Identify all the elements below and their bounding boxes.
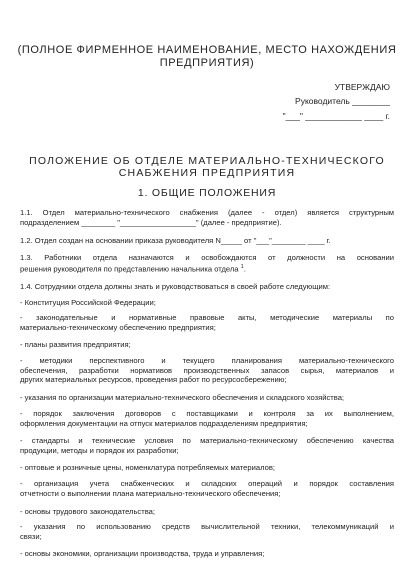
paragraph-1-3: [20, 253, 394, 274]
paragraph-line: других материальных ресурсов, проведения работ по ресурсосбережению;: [20, 375, 287, 385]
paragraph-line: продукции, методы и порядок их разработки;: [20, 445, 179, 455]
list-item-development-plans: - планы развития предприятия;: [20, 340, 131, 349]
document-title-line1: ПОЛОЖЕНИЕ ОБ ОТДЕЛЕ МАТЕРИАЛЬНО-ТЕХНИЧЕСКОГО: [29, 155, 385, 167]
paragraph-line: - порядок заключения договоров с поставщиками и контроля за их выполнением,: [20, 409, 394, 418]
paragraph-line: - законодательные и нормативные правовые акты, методические материалы по: [20, 313, 394, 322]
paragraph-text: решения руководителя по представлению начальника отдела: [20, 264, 239, 274]
paragraph-line: - методики перспективного и текущего планирования материально-технического: [20, 356, 394, 365]
list-item-accounting: [20, 479, 394, 498]
paragraph-line: - стандарты и технические условия по материально-техническому обеспечению качества: [20, 436, 394, 445]
paragraph-line: - организация учета снабженческих и складских операций и порядок составления: [20, 479, 394, 488]
company-name-placeholder-line1: (ПОЛНОЕ ФИРМЕННОЕ НАИМЕНОВАНИЕ, МЕСТО НАХОЖДЕНИЯ: [17, 44, 397, 56]
list-item-contracts: [20, 409, 394, 428]
paragraph-1-4: 1.4. Сотрудники отдела должны знать и руководствоваться в своей работе следующим:: [20, 282, 331, 291]
section-heading-general: 1. ОБЩИЕ ПОЛОЖЕНИЯ: [137, 187, 277, 199]
paragraph-line: 1.3. Работники отдела назначаются и освобождаются от должности на основании: [20, 253, 394, 262]
paragraph-line: обеспечения, разработки нормативов производственных запасов сырья, материалов и: [20, 365, 394, 375]
paragraph-line: отчетности о выполнении плана материально-технического обеспечения;: [20, 488, 281, 498]
approval-head-signature: Руководитель ________: [295, 96, 390, 106]
list-item-legislation: [20, 313, 394, 332]
paragraph-line: подразделением ________ "__________________" (далее - предприятие).: [20, 217, 282, 227]
paragraph-1-2: 1.2. Отдел создан на основании приказа руководителя N_____ от "___"________ ____ г.: [20, 236, 331, 245]
approval-date: "___" ____________ ____ г.: [282, 111, 390, 121]
paragraph-line: связи;: [20, 531, 42, 541]
company-name-placeholder-line2: ПРЕДПРИЯТИЯ): [159, 57, 255, 69]
paragraph-end: .: [243, 264, 246, 274]
list-item-supply-instructions: - указания по организации материально-технического обеспечения и складского хозяйства;: [20, 393, 345, 402]
list-item-constitution: - Конституция Российской Федерации;: [20, 298, 156, 307]
list-item-computing: [20, 522, 394, 541]
list-item-standards: [20, 436, 394, 455]
list-item-planning-methods: [20, 356, 394, 385]
footnote-marker: 1: [240, 263, 244, 270]
list-item-labor-law: - основы трудового законодательства;: [20, 507, 155, 516]
document-title-line2: СНАБЖЕНИЯ ПРЕДПРИЯТИЯ: [118, 167, 296, 179]
paragraph-1-1: [20, 208, 394, 227]
paragraph-line: - указания по использованию средств вычислительной техники, телекоммуникаций и: [20, 522, 394, 531]
approval-label: УТВЕРЖДАЮ: [334, 82, 390, 92]
list-item-prices: - оптовые и розничные цены, номенклатура потребляемых материалов;: [20, 463, 275, 472]
paragraph-line: 1.1. Отдел материально-технического снабжения (далее - отдел) является структурным: [20, 208, 394, 217]
paragraph-line: оформления документации на отпуск материалов подразделениям предприятия;: [20, 418, 308, 428]
paragraph-line: [20, 263, 394, 274]
list-item-economics: - основы экономики, организации производства, труда и управления;: [20, 549, 265, 558]
paragraph-line: материально-техническому обеспечению предприятия;: [20, 322, 216, 332]
